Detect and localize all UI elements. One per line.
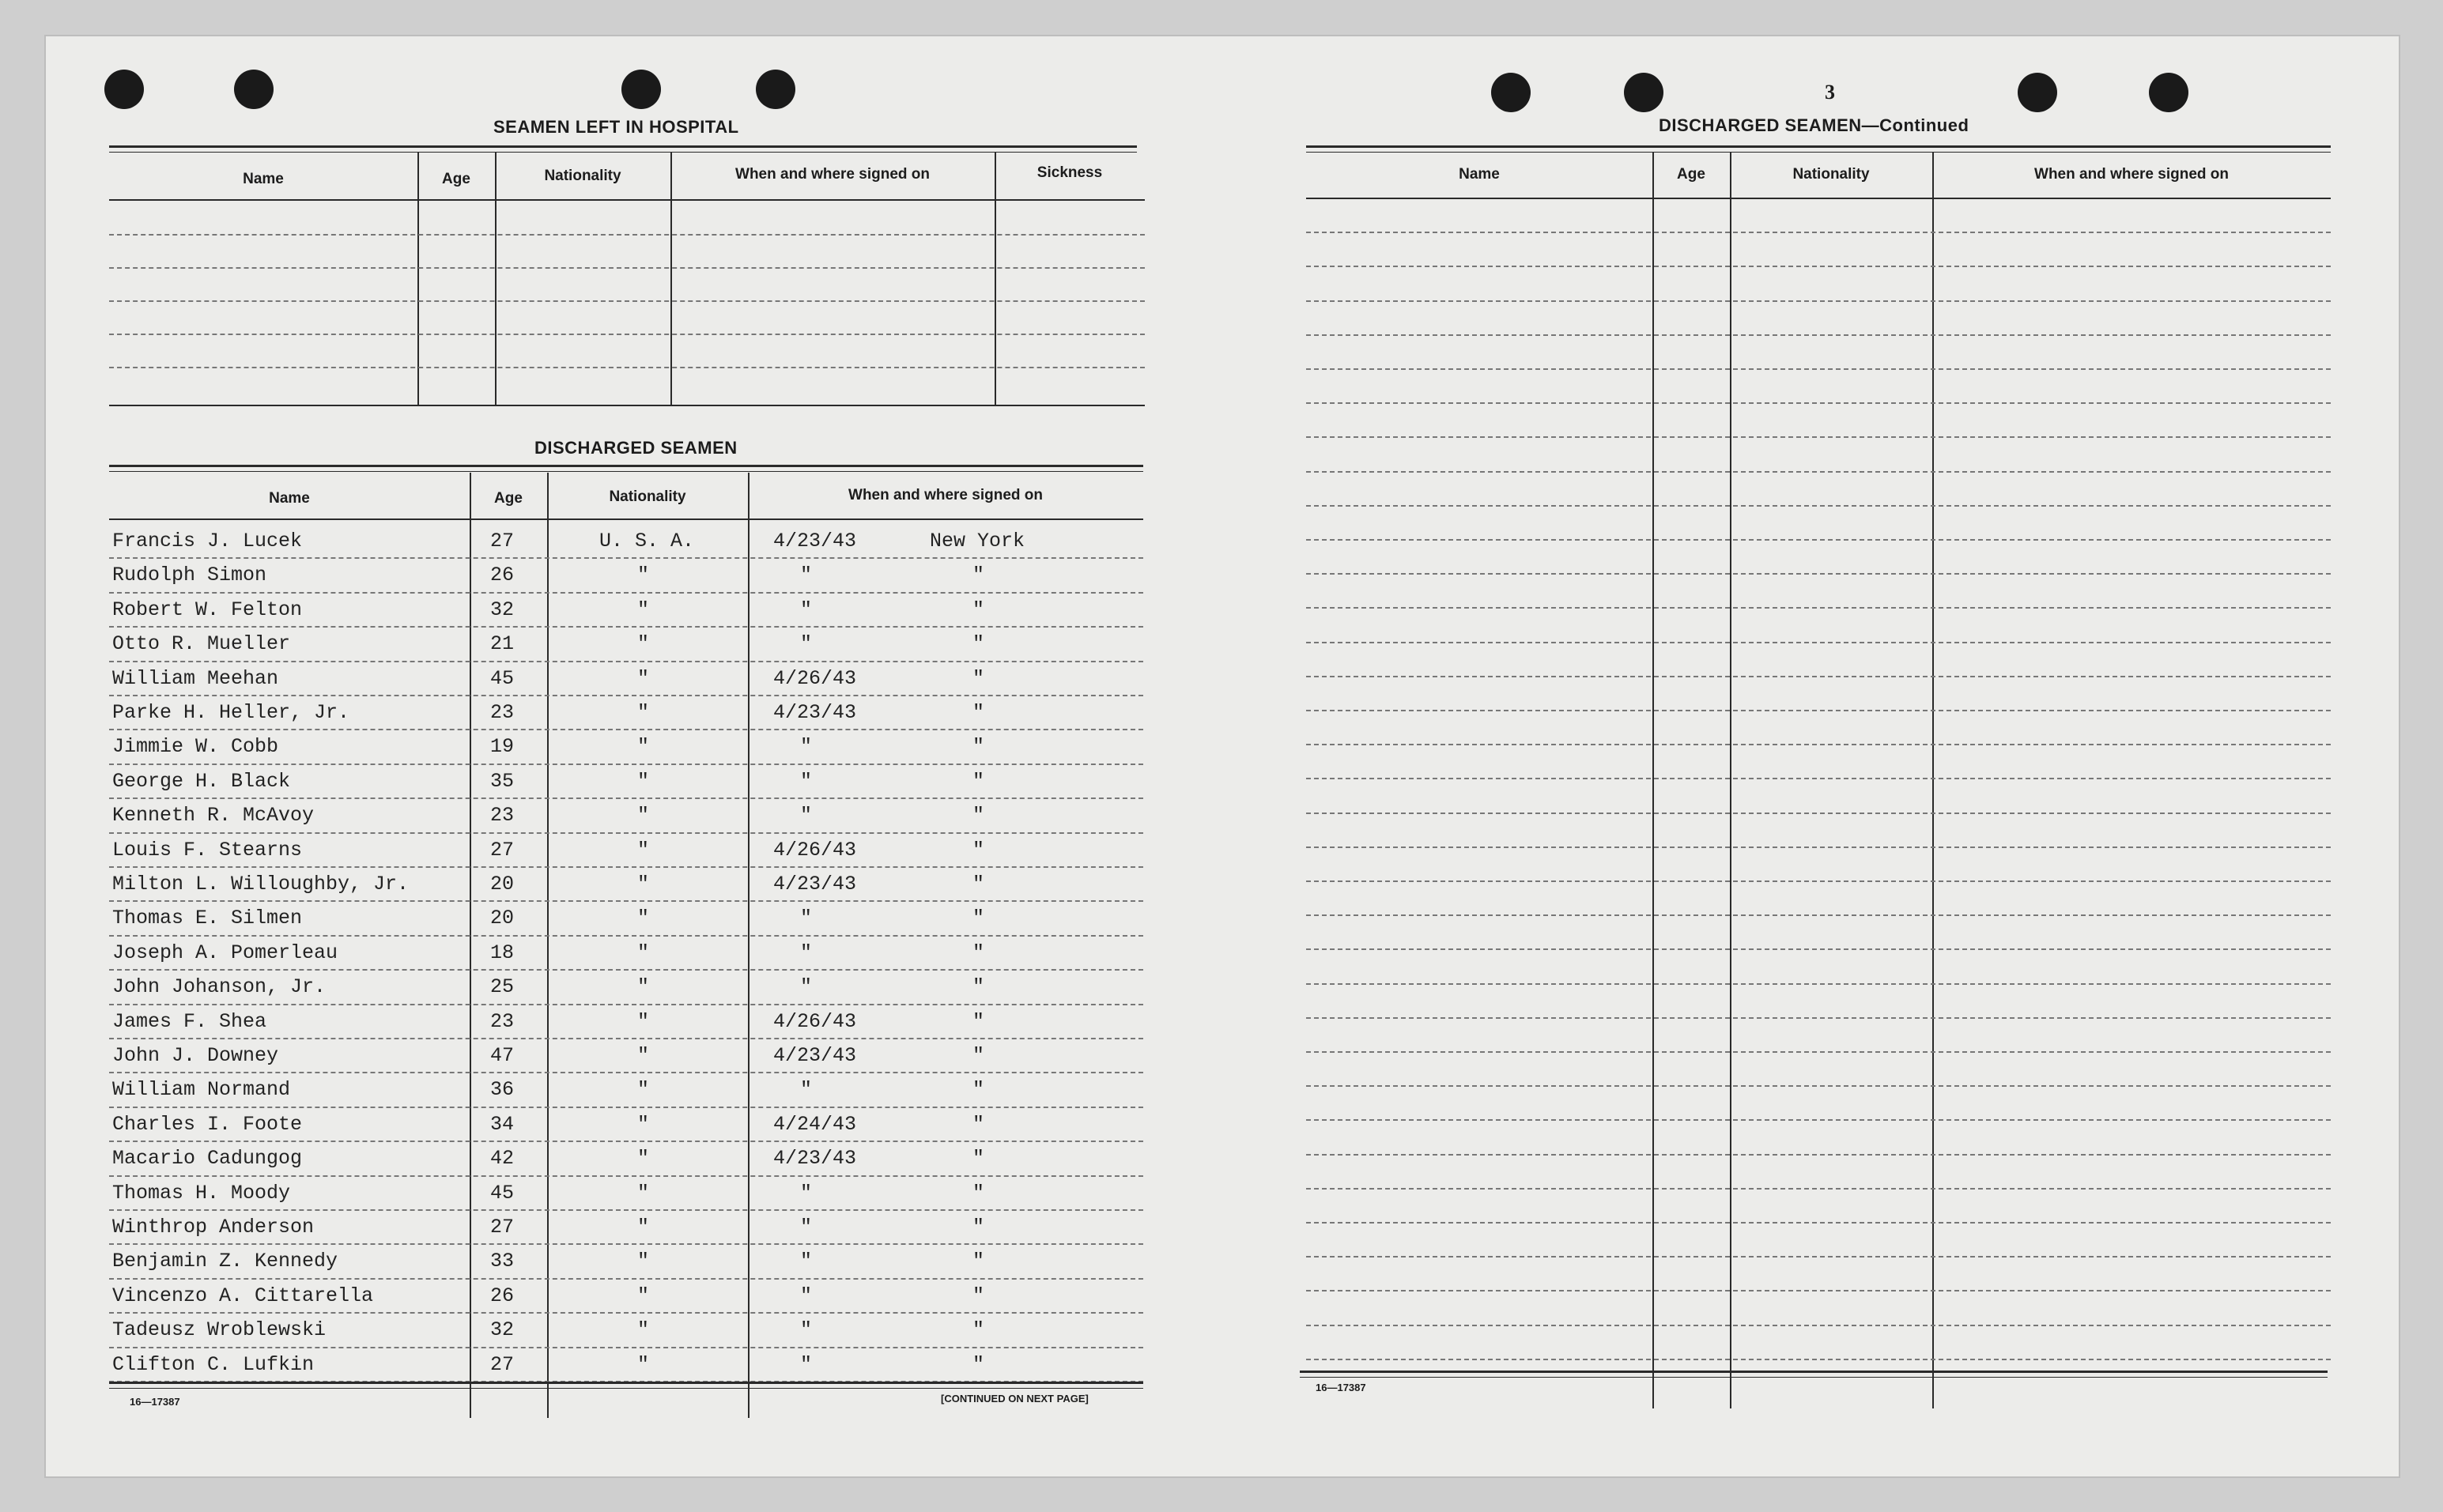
seaman-name: Robert W. Felton — [112, 598, 303, 621]
seaman-nationality: " — [637, 1182, 650, 1205]
seaman-name: Joseph A. Pomerleau — [112, 941, 338, 964]
seaman-age: 26 — [490, 564, 515, 586]
table-row-line — [109, 1038, 1143, 1039]
discharged-top-rule — [109, 465, 1143, 472]
signed-on-place: " — [972, 1284, 985, 1307]
signed-on-place: " — [972, 907, 985, 929]
seaman-nationality: " — [637, 1044, 650, 1067]
signed-on-place: " — [972, 1318, 985, 1341]
seaman-name: Thomas H. Moody — [112, 1182, 291, 1205]
page-number: 3 — [1825, 81, 1835, 104]
seaman-age: 23 — [490, 701, 515, 724]
signed-on-date: " — [800, 598, 813, 621]
seaman-name: Francis J. Lucek — [112, 530, 303, 552]
continued-row-line — [1306, 505, 2331, 507]
table-row-line — [109, 1209, 1143, 1211]
seaman-age: 20 — [490, 907, 515, 929]
signed-on-place: " — [972, 873, 985, 896]
seaman-nationality: " — [637, 1318, 650, 1341]
continued-row-line — [1306, 1119, 2331, 1121]
table-row-line — [109, 626, 1143, 628]
signed-on-place: " — [972, 941, 985, 964]
signed-on-date: 4/23/43 — [773, 873, 857, 896]
continued-header-nationality: Nationality — [1792, 166, 1870, 183]
discharged-bottom-rule — [109, 1382, 1143, 1389]
signed-on-date: " — [800, 941, 813, 964]
hospital-header-nationality: Nationality — [544, 168, 621, 184]
hospital-header-age: Age — [442, 171, 470, 187]
hospital-top-rule — [109, 145, 1137, 153]
seaman-nationality: " — [637, 770, 650, 793]
discharged-header-signed-on: When and where signed on — [848, 487, 1043, 503]
signed-on-date: " — [800, 804, 813, 827]
signed-on-place: " — [972, 1216, 985, 1239]
seaman-age: 18 — [490, 941, 515, 964]
seaman-nationality: " — [637, 632, 650, 655]
continued-row-line — [1306, 1017, 2331, 1019]
continued-row-line — [1306, 300, 2331, 302]
signed-on-date: 4/23/43 — [773, 701, 857, 724]
seaman-age: 32 — [490, 598, 515, 621]
continued-header-age: Age — [1677, 166, 1705, 183]
signed-on-place: New York — [930, 530, 1025, 552]
continued-row-line — [1306, 232, 2331, 233]
signed-on-date: " — [800, 1216, 813, 1239]
seaman-nationality: " — [637, 839, 650, 862]
table-row-line — [109, 900, 1143, 902]
seaman-nationality: " — [637, 1147, 650, 1170]
table-row-line — [109, 695, 1143, 696]
continued-row-line — [1306, 948, 2331, 950]
discharged-col-divider — [470, 473, 471, 1418]
signed-on-date: " — [800, 735, 813, 758]
signed-on-place: " — [972, 1147, 985, 1170]
continued-row-line — [1306, 1154, 2331, 1156]
discharged-col-divider — [748, 473, 750, 1418]
continued-row-line — [1306, 1290, 2331, 1291]
continued-top-rule — [1306, 145, 2331, 153]
signed-on-place: " — [972, 1113, 985, 1136]
seaman-age: 27 — [490, 530, 515, 552]
continued-row-line — [1306, 710, 2331, 711]
continued-row-line — [1306, 436, 2331, 438]
seaman-age: 27 — [490, 1216, 515, 1239]
seaman-nationality: " — [637, 1250, 650, 1273]
signed-on-place: " — [972, 735, 985, 758]
seaman-age: 33 — [490, 1250, 515, 1273]
table-row-line — [109, 729, 1143, 730]
punch-hole — [234, 70, 274, 109]
continued-row-line — [1306, 539, 2331, 541]
continued-header-rule — [1306, 198, 2331, 199]
continued-row-line — [1306, 813, 2331, 814]
seaman-name: Clifton C. Lufkin — [112, 1353, 315, 1376]
seaman-age: 45 — [490, 667, 515, 690]
hospital-header-name: Name — [243, 171, 284, 187]
table-row-line — [109, 557, 1143, 559]
seaman-nationality: " — [637, 1216, 650, 1239]
signed-on-date: 4/23/43 — [773, 1044, 857, 1067]
seaman-name: Rudolph Simon — [112, 564, 267, 586]
discharged-title: DISCHARGED SEAMEN — [534, 438, 738, 458]
continued-col-divider — [1652, 152, 1654, 1408]
continued-row-line — [1306, 1256, 2331, 1257]
hospital-row-line — [109, 300, 1145, 302]
seaman-name: Macario Cadungog — [112, 1147, 303, 1170]
continued-header-signed-on: When and where signed on — [2034, 166, 2229, 183]
continued-row-line — [1306, 266, 2331, 267]
continued-row-line — [1306, 778, 2331, 779]
seaman-age: 42 — [490, 1147, 515, 1170]
table-row-line — [109, 1141, 1143, 1142]
seaman-name: Milton L. Willoughby, Jr. — [112, 873, 410, 896]
table-row-line — [109, 866, 1143, 868]
seaman-name: John Johanson, Jr. — [112, 975, 327, 998]
seaman-nationality: " — [637, 873, 650, 896]
seaman-age: 32 — [490, 1318, 515, 1341]
seaman-age: 36 — [490, 1078, 515, 1101]
seaman-nationality: " — [637, 1010, 650, 1033]
hospital-bottom-rule — [109, 405, 1145, 406]
signed-on-place: " — [972, 1353, 985, 1376]
signed-on-date: " — [800, 1318, 813, 1341]
discharged-header-age: Age — [494, 490, 523, 507]
signed-on-place: " — [972, 701, 985, 724]
continued-row-line — [1306, 1325, 2331, 1326]
continued-row-line — [1306, 880, 2331, 882]
signed-on-date: 4/23/43 — [773, 530, 857, 552]
seaman-name: Kenneth R. McAvoy — [112, 804, 315, 827]
signed-on-place: " — [972, 667, 985, 690]
signed-on-place: " — [972, 770, 985, 793]
seaman-nationality: U. S. A. — [599, 530, 695, 552]
signed-on-date: " — [800, 770, 813, 793]
table-row-line — [109, 935, 1143, 937]
signed-on-place: " — [972, 804, 985, 827]
signed-on-date: " — [800, 1250, 813, 1273]
seaman-age: 45 — [490, 1182, 515, 1205]
discharged-header-name: Name — [269, 490, 310, 507]
hospital-header-signed-on: When and where signed on — [735, 166, 930, 183]
signed-on-date: " — [800, 975, 813, 998]
signed-on-date: " — [800, 907, 813, 929]
discharged-col-divider — [547, 473, 549, 1418]
table-row-line — [109, 764, 1143, 765]
seaman-age: 23 — [490, 1010, 515, 1033]
continued-row-line — [1306, 607, 2331, 609]
seaman-nationality: " — [637, 564, 650, 586]
seaman-age: 21 — [490, 632, 515, 655]
punch-hole — [756, 70, 795, 109]
seaman-name: James F. Shea — [112, 1010, 267, 1033]
signed-on-date: 4/26/43 — [773, 1010, 857, 1033]
continued-row-line — [1306, 676, 2331, 677]
seaman-age: 26 — [490, 1284, 515, 1307]
continued-row-line — [1306, 471, 2331, 473]
seaman-name: Vincenzo A. Cittarella — [112, 1284, 374, 1307]
continued-form-code: 16—17387 — [1316, 1382, 1366, 1393]
continued-row-line — [1306, 1051, 2331, 1053]
seaman-name: Jimmie W. Cobb — [112, 735, 279, 758]
seaman-nationality: " — [637, 598, 650, 621]
table-row-line — [109, 1243, 1143, 1245]
table-row-line — [109, 1312, 1143, 1314]
signed-on-date: " — [800, 1078, 813, 1101]
seaman-nationality: " — [637, 907, 650, 929]
seaman-age: 34 — [490, 1113, 515, 1136]
table-row-line — [109, 832, 1143, 834]
hospital-header-rule — [109, 199, 1145, 201]
signed-on-place: " — [972, 1182, 985, 1205]
seaman-age: 19 — [490, 735, 515, 758]
signed-on-date: " — [800, 1353, 813, 1376]
continued-row-line — [1306, 1085, 2331, 1087]
table-row-line — [109, 797, 1143, 799]
seaman-age: 47 — [490, 1044, 515, 1067]
continued-row-line — [1306, 1222, 2331, 1224]
continued-row-line — [1306, 334, 2331, 336]
continued-bottom-rule — [1300, 1371, 2328, 1378]
seaman-name: Thomas E. Silmen — [112, 907, 303, 929]
hospital-row-line — [109, 267, 1145, 269]
signed-on-place: " — [972, 598, 985, 621]
signed-on-place: " — [972, 1010, 985, 1033]
punch-hole — [1491, 73, 1531, 112]
seaman-name: Louis F. Stearns — [112, 839, 303, 862]
signed-on-place: " — [972, 1250, 985, 1273]
signed-on-date: 4/26/43 — [773, 667, 857, 690]
seaman-name: Parke H. Heller, Jr. — [112, 701, 350, 724]
seaman-age: 27 — [490, 1353, 515, 1376]
signed-on-date: " — [800, 1284, 813, 1307]
continued-title — [1659, 115, 1969, 136]
continued-row-line — [1306, 983, 2331, 985]
table-row-line — [109, 1072, 1143, 1073]
signed-on-place: " — [972, 564, 985, 586]
seaman-age: 25 — [490, 975, 515, 998]
signed-on-date: " — [800, 632, 813, 655]
seaman-nationality: " — [637, 701, 650, 724]
signed-on-place: " — [972, 1044, 985, 1067]
seaman-name: Benjamin Z. Kennedy — [112, 1250, 338, 1273]
seaman-nationality: " — [637, 1113, 650, 1136]
signed-on-place: " — [972, 632, 985, 655]
continued-row-line — [1306, 642, 2331, 643]
signed-on-date: 4/24/43 — [773, 1113, 857, 1136]
seaman-age: 27 — [490, 839, 515, 862]
seaman-name: William Normand — [112, 1078, 291, 1101]
seaman-name: George H. Black — [112, 770, 291, 793]
seaman-age: 35 — [490, 770, 515, 793]
signed-on-date: 4/26/43 — [773, 839, 857, 862]
seaman-age: 20 — [490, 873, 515, 896]
punch-hole — [104, 70, 144, 109]
continued-col-divider — [1932, 152, 1934, 1408]
table-row-line — [109, 969, 1143, 971]
signed-on-place: " — [972, 839, 985, 862]
form-code: 16—17387 — [130, 1396, 180, 1408]
hospital-header-sickness: Sickness — [1036, 164, 1103, 181]
seaman-nationality: " — [637, 735, 650, 758]
seaman-nationality: " — [637, 1353, 650, 1376]
signed-on-date: " — [800, 1182, 813, 1205]
table-row-line — [109, 1175, 1143, 1177]
signed-on-date: " — [800, 564, 813, 586]
hospital-row-line — [109, 334, 1145, 335]
table-row-line — [109, 1107, 1143, 1108]
form-sheet — [46, 36, 2399, 1476]
seaman-name: Otto R. Mueller — [112, 632, 291, 655]
continued-row-line — [1306, 402, 2331, 404]
continued-row-line — [1306, 1188, 2331, 1190]
discharged-header-nationality: Nationality — [609, 488, 686, 505]
punch-hole — [621, 70, 661, 109]
signed-on-place: " — [972, 975, 985, 998]
continued-header-name: Name — [1459, 166, 1500, 183]
punch-hole — [2149, 73, 2188, 112]
continued-col-divider — [1730, 152, 1731, 1408]
continued-row-line — [1306, 573, 2331, 575]
seaman-nationality: " — [637, 804, 650, 827]
seaman-name: Charles I. Foote — [112, 1113, 303, 1136]
hospital-row-line — [109, 367, 1145, 368]
continued-row-line — [1306, 914, 2331, 916]
table-row-line — [109, 592, 1143, 594]
seaman-name: Winthrop Anderson — [112, 1216, 315, 1239]
hospital-row-line — [109, 234, 1145, 236]
continued-row-line — [1306, 744, 2331, 745]
hospital-title: SEAMEN LEFT IN HOSPITAL — [493, 117, 739, 137]
seaman-name: Tadeusz Wroblewski — [112, 1318, 327, 1341]
continued-row-line — [1306, 846, 2331, 848]
table-row-line — [109, 661, 1143, 662]
table-row-line — [109, 1347, 1143, 1348]
table-row-line — [109, 1278, 1143, 1280]
continued-row-line — [1306, 1359, 2331, 1360]
punch-hole — [2018, 73, 2057, 112]
seaman-nationality: " — [637, 1284, 650, 1307]
continued-note: [CONTINUED ON NEXT PAGE] — [941, 1393, 1089, 1405]
seaman-nationality: " — [637, 667, 650, 690]
seaman-name: John J. Downey — [112, 1044, 279, 1067]
table-row-line — [109, 1004, 1143, 1005]
seaman-age: 23 — [490, 804, 515, 827]
seaman-nationality: " — [637, 941, 650, 964]
continued-row-line — [1306, 368, 2331, 370]
signed-on-date: 4/23/43 — [773, 1147, 857, 1170]
seaman-nationality: " — [637, 1078, 650, 1101]
seaman-nationality: " — [637, 975, 650, 998]
continued-title-suffix: —Continued — [1861, 115, 1969, 135]
signed-on-place: " — [972, 1078, 985, 1101]
punch-hole — [1624, 73, 1663, 112]
continued-title-main: DISCHARGED SEAMEN — [1659, 115, 1862, 135]
discharged-header-rule — [109, 518, 1143, 520]
seaman-name: William Meehan — [112, 667, 279, 690]
